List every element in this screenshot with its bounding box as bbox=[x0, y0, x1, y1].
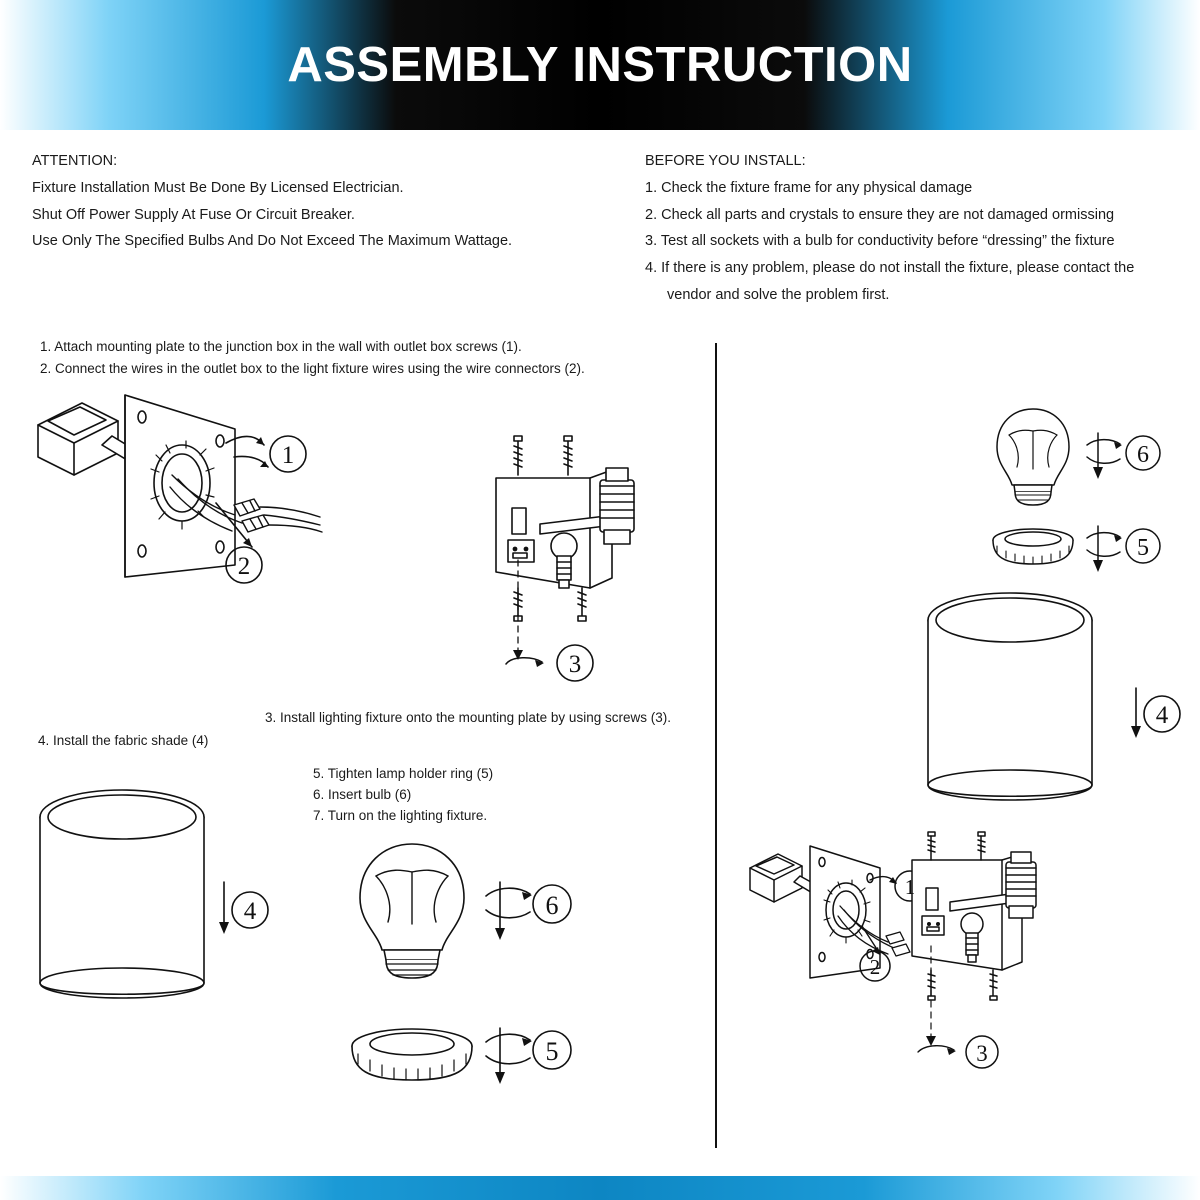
step-1-text: 1. Attach mounting plate to the junction box in the wall with outlet box screws (1). bbox=[40, 339, 522, 354]
mounting-plate-diagram bbox=[20, 375, 350, 615]
fabric-shade-diagram-left bbox=[20, 770, 280, 1040]
attention-line-3: Use Only The Specified Bulbs And Do Not Exceed The Maximum Wattage. bbox=[32, 233, 513, 250]
before-install-item-1: 1. Check the fixture frame for any physical damage bbox=[645, 179, 973, 196]
step-7-text: 7. Turn on the lighting fixture. bbox=[313, 807, 488, 823]
callout-3-left: 3 bbox=[568, 651, 582, 678]
step-5-6-7-text bbox=[313, 764, 493, 827]
callout-2-left: 2 bbox=[237, 553, 251, 580]
lamp-holder-ring-diagram-left bbox=[318, 1008, 578, 1118]
callout-6-left: 6 bbox=[545, 891, 559, 920]
page-title: ASSEMBLY INSTRUCTION bbox=[287, 38, 913, 92]
step-6-text: 6. Insert bulb (6) bbox=[313, 786, 412, 802]
header-banner bbox=[0, 0, 1200, 130]
step-5-text: 5. Tighten lamp holder ring (5) bbox=[313, 766, 494, 781]
vertical-divider bbox=[715, 343, 717, 1148]
callout-4-left: 4 bbox=[243, 898, 257, 925]
attention-heading: ATTENTION: bbox=[32, 153, 118, 169]
attention-line-1: Fixture Installation Must Be Done By Licensed Electrician. bbox=[32, 179, 404, 196]
fabric-shade-diagram-right bbox=[900, 580, 1190, 840]
attention-block bbox=[32, 148, 592, 255]
callout-1-left: 1 bbox=[281, 442, 295, 469]
attention-line-2: Shut Off Power Supply At Fuse Or Circuit Breaker. bbox=[32, 206, 355, 223]
fixture-body-diagram bbox=[480, 420, 680, 690]
callout-1-right: 1 bbox=[904, 875, 916, 899]
before-install-block bbox=[645, 148, 1185, 309]
callout-5-right: 5 bbox=[1137, 535, 1149, 561]
callout-3-right: 3 bbox=[976, 1041, 988, 1066]
step-2-text: 2. Connect the wires in the outlet box to the light fixture wires using the wire connectors (2). bbox=[40, 360, 585, 376]
callout-6-right: 6 bbox=[1137, 442, 1149, 468]
before-install-heading: BEFORE YOU INSTALL: bbox=[645, 153, 806, 169]
step-4-text: 4. Install the fabric shade (4) bbox=[38, 733, 209, 748]
callout-2-right: 2 bbox=[869, 955, 881, 979]
before-install-item-3: 3. Test all sockets with a bulb for conductivity before “dressing” the fixture bbox=[645, 233, 1115, 250]
before-install-item-2: 2. Check all parts and crystals to ensure they are not damaged ormissing bbox=[645, 206, 1115, 223]
callout-5-left: 5 bbox=[545, 1037, 559, 1066]
callout-4-right: 4 bbox=[1155, 702, 1169, 729]
before-install-item-4-cont: vendor and solve the problem first. bbox=[667, 287, 890, 304]
step-3-text: 3. Install lighting fixture onto the mounting plate by using screws (3). bbox=[265, 710, 671, 725]
footer-bar bbox=[0, 1176, 1200, 1200]
bulb-diagram-left bbox=[318, 838, 578, 998]
before-install-item-4: 4. If there is any problem, please do not install the fixture, please contact the bbox=[645, 260, 1135, 277]
step-1-2-text bbox=[40, 336, 680, 379]
full-assembly-diagram bbox=[740, 830, 1070, 1120]
bulb-diagram-right bbox=[975, 405, 1175, 515]
